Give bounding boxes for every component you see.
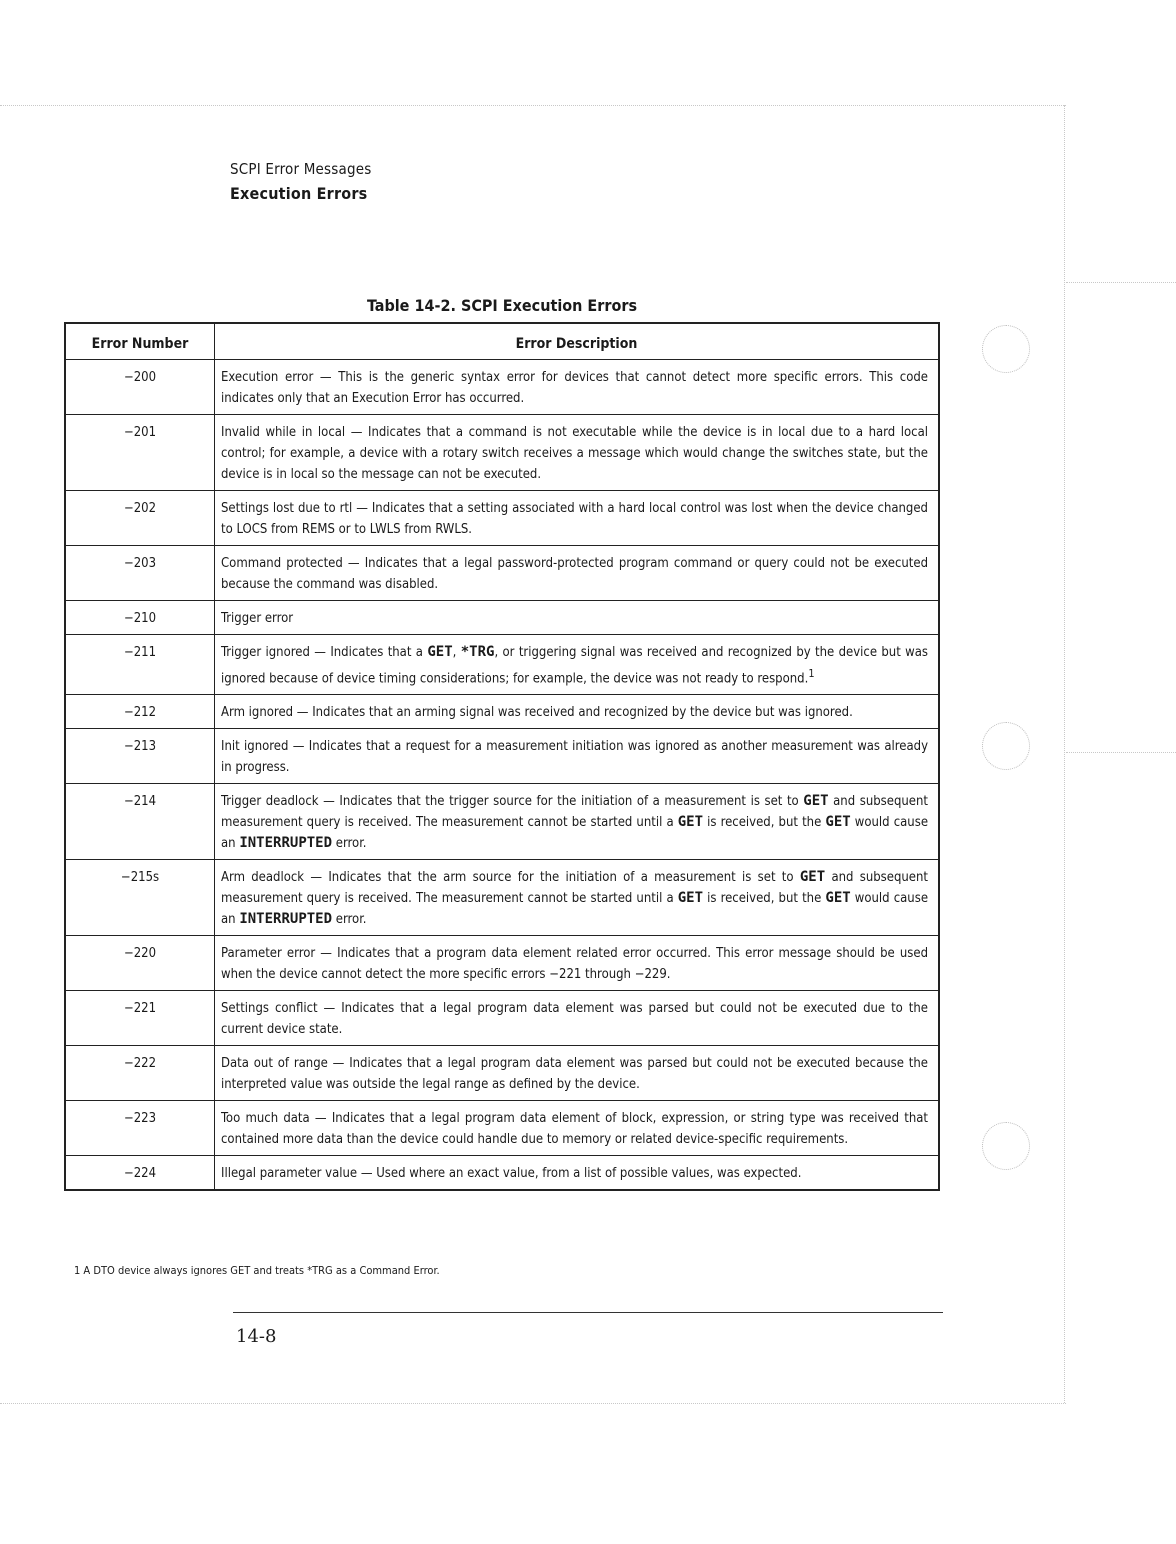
table-row <box>65 1156 939 1191</box>
code-keyword: GET <box>677 814 704 831</box>
table-row <box>65 360 939 415</box>
scan-edge-bottom <box>0 1403 1066 1404</box>
table-row <box>65 635 939 695</box>
table-row <box>65 546 939 601</box>
code-keyword: GET <box>799 869 826 886</box>
error-description: Trigger ignored — Indicates that a GET, *TRG, or triggering signal was received and recognized by the device but was ignored because of device timing considerations; for example, the device was not ready to respond.$^1$ <box>215 635 940 695</box>
section-title: Execution Errors <box>230 184 368 203</box>
description-text: error. <box>335 912 367 928</box>
code-keyword: INTERRUPTED <box>239 835 333 852</box>
error-number: −211 <box>65 635 215 695</box>
error-description: Settings conflict — Indicates that a legal program data element was parsed but could not be executed due to the current device state. <box>215 991 940 1046</box>
error-number: −201 <box>65 415 215 491</box>
error-number: −202 <box>65 491 215 546</box>
error-description: Execution error — This is the generic syntax error for devices that cannot detect more specific errors. This code indicates only that an Execution Error has occurred. <box>215 360 940 415</box>
error-number: −210 <box>65 601 215 635</box>
description-text: and subsequent measurement query is received. The measurement cannot be started until a <box>221 794 928 831</box>
code-keyword: GET <box>677 890 704 907</box>
description-text: is received, but the <box>707 891 822 907</box>
code-keyword: INTERRUPTED <box>239 911 333 928</box>
scan-tab-line <box>1066 282 1176 283</box>
error-number: −200 <box>65 360 215 415</box>
error-number: −220 <box>65 936 215 991</box>
error-number: −215s <box>65 860 215 936</box>
table-header-row <box>65 323 939 360</box>
error-description: Init ignored — Indicates that a request for a measurement initiation was ignored as another measurement was already in progress. <box>215 729 940 784</box>
error-description <box>215 784 940 860</box>
description-text: Trigger ignored — Indicates that a <box>221 645 423 660</box>
error-description: Arm ignored — Indicates that an arming signal was received and recognized by the device but was ignored. <box>215 695 940 729</box>
running-head <box>230 160 372 203</box>
error-description: Command protected — Indicates that a legal password-protected program command or query could not be executed because the command was disabled. <box>215 546 940 601</box>
error-description: Trigger error <box>215 601 940 635</box>
error-number: −221 <box>65 991 215 1046</box>
chapter-title: SCPI Error Messages <box>230 160 372 178</box>
table-row <box>65 491 939 546</box>
scan-tab-line <box>1066 752 1176 753</box>
table-row <box>65 601 939 635</box>
table-row <box>65 1046 939 1101</box>
error-number: −203 <box>65 546 215 601</box>
footer-rule <box>233 1312 943 1313</box>
page-number: 14-8 <box>236 1326 277 1347</box>
description-text: would cause an <box>221 815 929 852</box>
code-keyword: GET <box>427 644 453 660</box>
error-number: −222 <box>65 1046 215 1101</box>
table-row <box>65 415 939 491</box>
code-keyword: GET <box>825 890 851 907</box>
table-row <box>65 1101 939 1156</box>
description-text: and subsequent measurement query is received. The measurement cannot be started until a <box>221 870 928 907</box>
code-keyword: GET <box>803 793 829 810</box>
table-row <box>65 784 939 860</box>
description-text: Arm deadlock — Indicates that the arm source for the initiation of a measurement is set to <box>221 870 794 886</box>
binder-hole <box>982 1122 1030 1170</box>
description-text: , or triggering signal was received and recognized by the device but was ignored because of device timing considerations; for example, the device was not ready to respond. <box>221 645 928 687</box>
error-description: Parameter error — Indicates that a program data element related error occurred. This error message should be used when the device cannot detect the more specific errors −221 through −229. <box>215 936 940 991</box>
error-description <box>215 860 940 936</box>
error-number: −212 <box>65 695 215 729</box>
binder-hole <box>982 325 1030 373</box>
code-keyword: GET <box>825 814 851 831</box>
scan-edge-top <box>0 105 1066 106</box>
description-text: Trigger deadlock — Indicates that the trigger source for the initiation of a measurement is set to <box>221 794 799 810</box>
error-number: −213 <box>65 729 215 784</box>
table-caption: Table 14-2. SCPI Execution Errors <box>366 296 638 315</box>
code-keyword: *TRG <box>460 644 495 660</box>
error-description: Data out of range — Indicates that a legal program data element was parsed but could not be executed because the interpreted value was outside the legal range as defined by the device. <box>215 1046 940 1101</box>
table-row <box>65 991 939 1046</box>
error-description: Settings lost due to rtl — Indicates that a setting associated with a hard local control was lost when the device changed to LOCS from REMS or to LWLS from RWLS. <box>215 491 940 546</box>
execution-errors-table <box>64 322 940 1191</box>
table-footnote: 1 A DTO device always ignores GET and treats *TRG as a Command Error. <box>74 1264 440 1277</box>
error-number: −223 <box>65 1101 215 1156</box>
description-text: would cause an <box>221 891 929 928</box>
error-description: Too much data — Indicates that a legal program data element of block, expression, or string type was received that contained more data than the device could handle due to memory or related device-specific requirements. <box>215 1101 940 1156</box>
column-header-error-description: Error Description <box>215 323 940 360</box>
column-header-error-number: Error Number <box>65 323 215 360</box>
error-number: −214 <box>65 784 215 860</box>
footnote-reference: 1 <box>808 667 815 680</box>
table-row <box>65 860 939 936</box>
description-text: error. <box>335 836 367 852</box>
binder-hole <box>982 722 1030 770</box>
error-description: Invalid while in local — Indicates that a command is not executable while the device is in local due to a hard local control; for example, a device with a rotary switch receives a message which would change the switches state, but the device is in local so the message can not be executed. <box>215 415 940 491</box>
table-row <box>65 695 939 729</box>
description-text: is received, but the <box>707 815 822 831</box>
error-number: −224 <box>65 1156 215 1191</box>
scan-edge-right <box>1064 105 1065 1403</box>
table-row <box>65 729 939 784</box>
table-row <box>65 936 939 991</box>
error-description: Illegal parameter value — Used where an exact value, from a list of possible values, was expected. <box>215 1156 940 1191</box>
